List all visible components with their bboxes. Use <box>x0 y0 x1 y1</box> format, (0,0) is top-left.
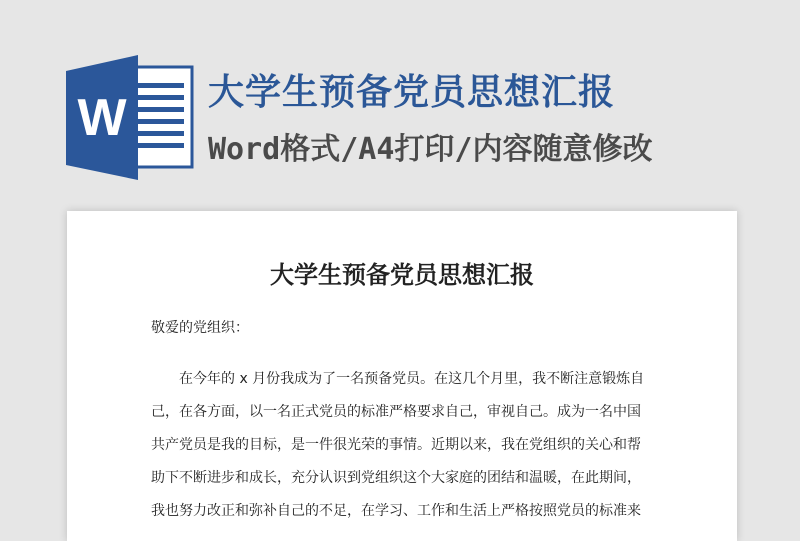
logo-letter: W <box>77 89 127 147</box>
body-line: 我也努力改正和弥补自己的不足，在学习、工作和生活上严格按照党员的标准来 <box>151 503 641 519</box>
document-title: 大学生预备党员思想汇报 <box>270 261 534 289</box>
page-title: 大学生预备党员思想汇报 <box>208 72 616 113</box>
body-line: 在今年的 x 月份我成为了一名预备党员。在这几个月里，我不断注意锻炼自 <box>179 371 645 387</box>
page-subtitle: Word格式/A4打印/内容随意修改 <box>208 132 653 167</box>
body-line: 助下不断进步和成长，充分认识到党组织这个大家庭的团结和温暖，在此期间， <box>151 470 641 486</box>
document-body <box>151 363 671 528</box>
word-document-icon <box>66 55 196 180</box>
body-line: 己，在各方面，以一名正式党员的标准严格要求自己，审视自己。成为一名中国 <box>151 404 641 420</box>
document-page <box>67 211 737 541</box>
document-salutation: 敬爱的党组织： <box>151 320 249 336</box>
body-line: 共产党员是我的目标，是一件很光荣的事情。近期以来，我在党组织的关心和帮 <box>151 437 641 453</box>
banner <box>0 0 800 210</box>
